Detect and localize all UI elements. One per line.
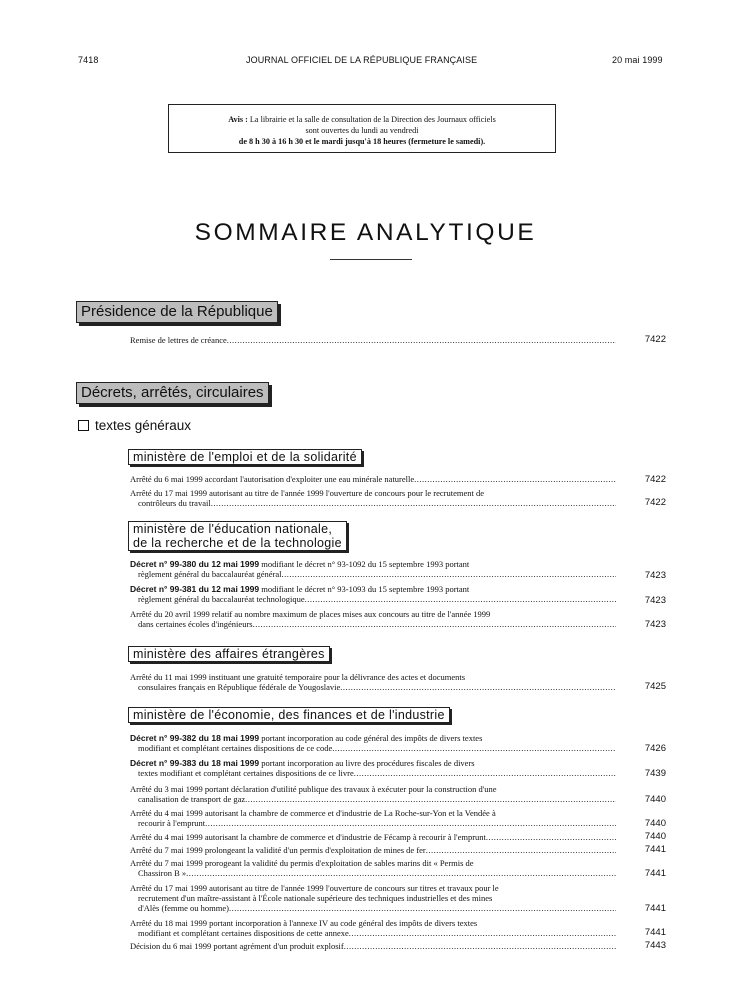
page-ref: 7441 [644,868,666,879]
journal-title: JOURNAL OFFICIEL DE LA RÉPUBLIQUE FRANÇAISE [246,55,478,65]
entry: Arrêté du 7 mai 1999 prorogeant la validité du permis d'exploitation de sables marins dit « Permis de Chassiron B » ..... [130,858,616,878]
checkbox-icon [78,420,89,431]
entry: Arrêté du 6 mai 1999 accordant l'autorisation d'exploiter une eau minérale naturelle ..... [130,474,616,484]
page-ref: 7439 [644,768,666,779]
ministry-affaires-etrangeres: ministère des affaires étrangères [128,646,330,662]
ministry-education: ministère de l'éducation nationale, de la recherche et de la technologie [128,521,347,551]
entry: Arrêté du 17 mai 1999 autorisant au titre de l'année 1999 l'ouverture de concours pour le recrutement de contrôleurs du travail ..... [130,488,616,508]
entry: Arrêté du 20 avril 1999 relatif au nombre maximum de places mises aux concours au titre de l'année 1999 dans certaines écoles d'ingénieurs ..... [130,609,616,629]
title-rule [330,259,412,260]
page-ref: 7425 [644,681,666,692]
page-number: 7418 [78,55,99,65]
section-decrets: Décrets, arrêtés, circulaires [76,382,269,404]
page-ref: 7422 [644,474,666,485]
entry: Arrêté du 4 mai 1999 autorisant la chambre de commerce et d'industrie de La Roche-sur-Yon et la Vendée à recourir à l'emprunt ..... [130,808,616,828]
notice-line-3: de 8 h 30 à 16 h 30 et le mardi jusqu'à 18 heures (fermeture le samedi). [238,137,486,146]
entry: Arrêté du 7 mai 1999 prolongeant la validité d'un permis d'exploitation de mines de fer ..... [130,845,616,855]
page-ref: 7422 [644,497,666,508]
notice-box [168,104,556,153]
entry: Arrêté du 11 mai 1999 instituant une gratuité temporaire pour la délivrance des actes et documents consulaires français en République fédérale de Yougoslavie ..... [130,672,616,692]
issue-date: 20 mai 1999 [612,55,663,65]
entry: Arrêté du 3 mai 1999 portant déclaration d'utilité publique des travaux à exécuter pour la construction d'une canalisation de transport de gaz ..... [130,784,616,804]
entry-remise: Remise de lettres de créance ..... [130,335,616,345]
subsection-textes-generaux: textes généraux [78,418,191,433]
page-ref: 7440 [644,831,666,842]
ministry-emploi: ministère de l'emploi et de la solidarité [128,449,362,465]
page-ref: 7423 [644,570,666,581]
page-ref: 7440 [644,794,666,805]
page-ref: 7422 [644,334,666,345]
page-ref: 7443 [644,940,666,951]
page-title: SOMMAIRE ANALYTIQUE [194,219,537,246]
entry: Décret n° 99-383 du 18 mai 1999 portant incorporation au livre des procédures fiscales de divers textes modifiant et complétant certaines dispositions de ce livre ..... [130,758,616,778]
notice-line-1: La librairie et la salle de consultation de la Direction des Journaux officiels [249,115,496,124]
page-ref: 7441 [644,844,666,855]
entry: Arrêté du 17 mai 1999 autorisant au titre de l'année 1999 l'ouverture de concours sur titres et travaux pour le recrutement d'un maître-assistant à l'École nationale supérieure des techniques industrielles et des mines d'Alès (femme ou homme) ..... [130,883,616,913]
page-ref: 7423 [644,619,666,630]
notice-line-2: sont ouvertes du lundi au vendredi [305,126,419,135]
notice-label: Avis : [228,115,248,124]
page-ref: 7441 [644,927,666,938]
section-presidence: Présidence de la République [76,301,278,323]
entry: Arrêté du 18 mai 1999 portant incorporation à l'annexe IV au code général des impôts de divers textes modifiant et complétant certaines dispositions de cette annexe ..... [130,918,616,938]
page-ref: 7440 [644,818,666,829]
page-ref: 7426 [644,743,666,754]
entry: Arrêté du 4 mai 1999 autorisant la chambre de commerce et d'industrie de Fécamp à recourir à l'emprunt ..... [130,832,616,842]
entry: Décret n° 99-380 du 12 mai 1999 modifiant le décret n° 93-1092 du 15 septembre 1993 portant règlement général du baccalauréat général ..... [130,559,616,579]
page-ref: 7441 [644,903,666,914]
entry: Décret n° 99-382 du 18 mai 1999 portant incorporation au code général des impôts de divers textes modifiant et complétant certaines dispositions de ce code ..... [130,733,616,753]
ministry-economie: ministère de l'économie, des finances et de l'industrie [128,707,450,723]
page-ref: 7423 [644,595,666,606]
entry: Décret n° 99-381 du 12 mai 1999 modifiant le décret n° 93-1093 du 15 septembre 1993 portant règlement général du baccalauréat technologique ..... [130,584,616,604]
entry: Décision du 6 mai 1999 portant agrément d'un produit explosif ..... [130,941,616,951]
